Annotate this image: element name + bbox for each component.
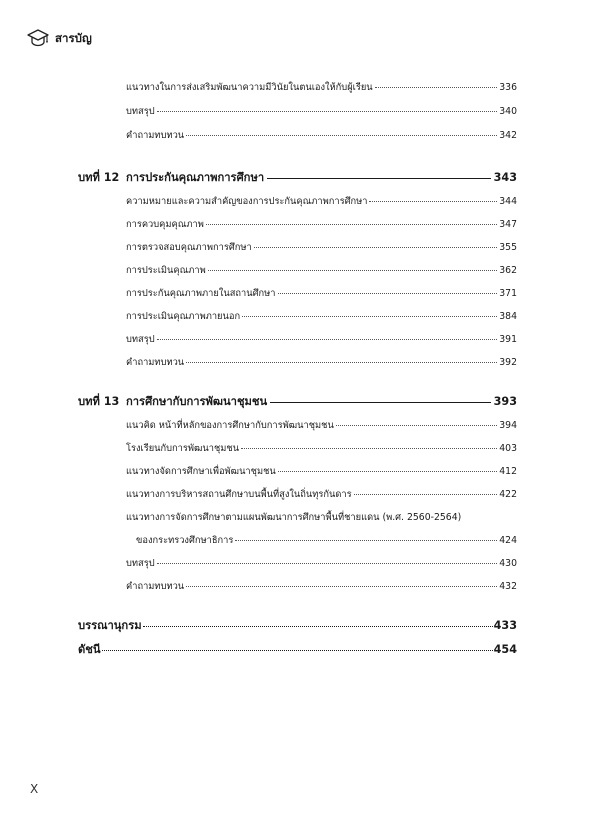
toc-entry[interactable] [126,286,517,301]
toc-entry-title: แนวทางการจัดการศึกษาตามแผนพัฒนาการศึกษาพื้นที่ชายแดน (พ.ศ. 2560-2564) [126,512,462,523]
toc-entry-title: ของกระทรวงศึกษาธิการ [136,535,234,546]
leader-dots [375,87,498,88]
toc-entry[interactable] [126,464,517,479]
toc-entry-title: แนวทางในการส่งเสริมพัฒนาความมีวินัยในตนเองให้กับผู้เรียน [126,82,373,93]
header-title: สารบัญ [55,31,92,45]
leader-dots [186,135,497,136]
graduation-cap-icon [26,27,50,49]
toc-entry-title: การประกันคุณภาพภายในสถานศึกษา [126,288,276,299]
toc-entry-page: 340 [499,106,517,117]
toc-entry-title: แนวทางจัดการศึกษาเพื่อพัฒนาชุมชน [126,466,276,477]
toc-entry-page: 392 [499,357,517,368]
backmatter-title: ดัชนี [78,643,101,656]
toc-entry-page: 362 [499,265,517,276]
leader-dots [278,293,498,294]
toc-entry-title: บทสรุป [126,106,155,117]
toc-chapter-12[interactable] [78,168,517,186]
leader-dots [254,247,498,248]
leader-dots [186,586,497,587]
leader-dots [354,494,498,495]
leader-dots [157,563,498,564]
leader-line [267,178,491,179]
toc-entry-page: 432 [499,581,517,592]
toc-entry-page: 336 [499,82,517,93]
chapter-number: บทที่ 12 [78,171,120,184]
leader-dots [369,201,497,202]
toc-entry-page: 424 [499,535,517,546]
toc-entry-title: การตรวจสอบคุณภาพการศึกษา [126,242,252,253]
toc-index[interactable] [78,640,517,658]
toc-chapter-13[interactable] [78,392,517,410]
toc-entry-title: แนวคิด หน้าที่หลักของการศึกษากับการพัฒนาชุมชน [126,420,334,431]
leader-dots [157,339,498,340]
toc-entry[interactable] [126,194,517,209]
toc-entry[interactable] [126,263,517,278]
leader-dots [336,425,497,426]
toc-entry-title: ความหมายและความสำคัญของการประกันคุณภาพการศึกษา [126,196,368,207]
toc-entry[interactable] [126,104,517,119]
toc-entry-page: 344 [499,196,517,207]
toc-entry-title: โรงเรียนกับการพัฒนาชุมชน [126,443,240,454]
chapter-number: บทที่ 13 [78,395,120,408]
toc-entry[interactable] [126,217,517,232]
toc-entry[interactable] [126,441,517,456]
toc-entry-page: 430 [499,558,517,569]
page-number: X [30,782,39,796]
toc-entry-title: คำถามทบทวน [126,581,185,592]
leader-dots [186,362,497,363]
backmatter-page: 454 [493,643,517,656]
toc-entry-page: 394 [499,420,517,431]
leader-dots [241,448,497,449]
toc-entry-page: 403 [499,443,517,454]
backmatter-page: 433 [493,619,517,632]
toc-entry[interactable] [126,556,517,571]
leader-dots [235,540,497,541]
toc-entry-title: บทสรุป [126,334,155,345]
toc-entry[interactable] [126,355,517,370]
toc-entry-title: คำถามทบทวน [126,357,185,368]
chapter-title: การศึกษากับการพัฒนาชุมชน [126,395,268,408]
leader-dots [157,111,498,112]
toc-entry-page: 347 [499,219,517,230]
leader-dots [208,270,498,271]
chapter-title: การประกันคุณภาพการศึกษา [126,171,265,184]
toc-entry-title: แนวทางการบริหารสถานศึกษาบนพื้นที่สูงในถิ่นทุรกันดาร [126,489,352,500]
toc-entry-page: 422 [499,489,517,500]
leader-dots [278,471,497,472]
toc-entry-page: 342 [499,130,517,141]
toc-entry-title: คำถามทบทวน [126,130,185,141]
toc-entry-title: การประเมินคุณภาพ [126,265,206,276]
chapter-page: 343 [493,171,517,184]
backmatter-title: บรรณานุกรม [78,619,142,632]
toc-entry[interactable] [126,240,517,255]
toc-entry[interactable] [126,128,517,143]
leader-dots [143,626,493,627]
leader-line [270,402,490,403]
toc-entry-continuation[interactable] [136,533,517,548]
chapter-page: 393 [493,395,517,408]
leader-dots [206,224,497,225]
toc-entry-title: การควบคุมคุณภาพ [126,219,204,230]
toc-entry-page: 371 [499,288,517,299]
toc-entry-page: 412 [499,466,517,477]
toc-entry-page: 391 [499,334,517,345]
toc-entry-page: 384 [499,311,517,322]
leader-dots [102,650,493,651]
leader-dots [242,316,497,317]
toc-entry-title: การประเมินคุณภาพภายนอก [126,311,241,322]
toc-bibliography[interactable] [78,616,517,634]
toc-entry[interactable] [126,80,517,95]
toc-entry[interactable] [126,332,517,347]
page-header [26,24,92,52]
toc-entry[interactable] [126,487,517,502]
toc-entry[interactable] [126,309,517,324]
toc-entry-page: 355 [499,242,517,253]
toc-entry[interactable] [126,418,517,433]
toc-entry[interactable] [126,579,517,594]
toc-entry-title: บทสรุป [126,558,155,569]
toc-entry-multiline[interactable] [126,510,517,525]
